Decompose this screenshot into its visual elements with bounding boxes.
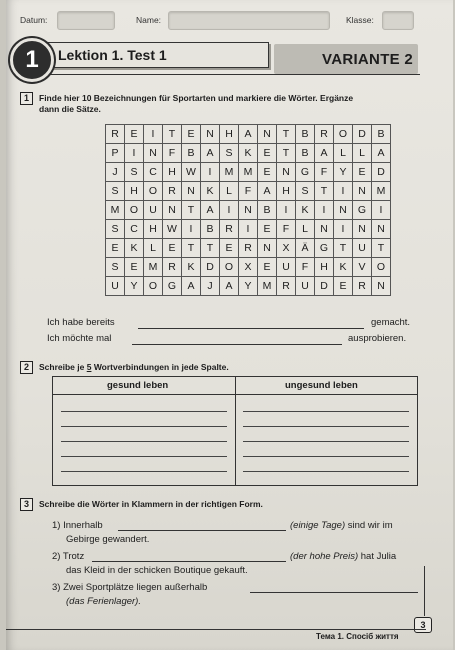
grid-cell[interactable]: P <box>106 144 125 163</box>
grid-cell[interactable]: K <box>334 258 353 277</box>
grid-cell[interactable]: N <box>258 239 277 258</box>
grid-cell[interactable]: N <box>372 277 391 296</box>
grid-cell[interactable]: B <box>182 144 201 163</box>
grid-row <box>106 125 391 144</box>
grid-cell[interactable]: K <box>239 144 258 163</box>
grid-cell[interactable]: U <box>353 239 372 258</box>
grid-row <box>106 220 391 239</box>
grid-cell[interactable]: I <box>334 220 353 239</box>
grid-cell[interactable]: T <box>163 125 182 144</box>
grid-cell[interactable]: L <box>353 144 372 163</box>
sport-table <box>52 376 418 486</box>
grid-cell[interactable]: Y <box>125 277 144 296</box>
grid-cell[interactable]: T <box>182 239 201 258</box>
answer-line[interactable] <box>61 411 227 412</box>
grid-cell[interactable]: N <box>353 220 372 239</box>
grid-cell[interactable]: Y <box>334 163 353 182</box>
grid-cell[interactable]: N <box>334 201 353 220</box>
grid-cell[interactable]: W <box>182 163 201 182</box>
grid-cell[interactable]: T <box>315 182 334 201</box>
task3-number: 3 <box>20 498 33 511</box>
grid-cell[interactable]: J <box>201 277 220 296</box>
datum-label: Datum: <box>20 15 48 25</box>
name-label: Name: <box>136 15 162 25</box>
grid-cell[interactable]: E <box>163 239 182 258</box>
task2-number: 2 <box>20 361 33 374</box>
grid-cell[interactable]: E <box>106 239 125 258</box>
grid-cell[interactable]: H <box>125 182 144 201</box>
sentence2-start: Ich möchte mal <box>47 333 112 344</box>
grid-cell[interactable]: T <box>201 239 220 258</box>
name-field[interactable] <box>168 11 330 30</box>
grid-cell[interactable]: H <box>163 163 182 182</box>
variante-title: VARIANTE 2 <box>322 51 414 68</box>
sentence1-end: gemacht. <box>371 317 411 328</box>
grid-cell[interactable]: E <box>220 239 239 258</box>
grid-cell[interactable]: B <box>258 201 277 220</box>
grid-cell[interactable]: R <box>315 125 334 144</box>
grid-cell[interactable]: X <box>239 258 258 277</box>
grid-cell[interactable]: I <box>372 201 391 220</box>
klasse-label: Klasse: <box>346 15 374 25</box>
grid-cell[interactable]: D <box>372 163 391 182</box>
grid-cell[interactable]: I <box>201 163 220 182</box>
grid-cell[interactable]: S <box>106 258 125 277</box>
task1-instruction-line1: Finde hier 10 Bezeichnungen für Sportarten und markiere die Wörter. Ergänze <box>39 93 354 103</box>
grid-cell[interactable]: E <box>125 258 144 277</box>
grid-cell[interactable]: I <box>125 144 144 163</box>
grid-cell[interactable]: Ä <box>296 239 315 258</box>
klasse-field[interactable] <box>382 11 414 30</box>
footer-rule <box>6 629 426 630</box>
grid-cell[interactable]: A <box>258 182 277 201</box>
grid-cell[interactable]: I <box>220 201 239 220</box>
answer-line[interactable] <box>61 456 227 457</box>
grid-cell[interactable]: O <box>220 258 239 277</box>
grid-cell[interactable]: G <box>315 239 334 258</box>
grid-cell[interactable]: M <box>106 201 125 220</box>
item2-blank[interactable] <box>92 561 286 562</box>
grid-cell[interactable]: E <box>182 125 201 144</box>
grid-cell[interactable]: K <box>296 201 315 220</box>
grid-cell[interactable]: I <box>239 220 258 239</box>
grid-cell[interactable]: E <box>353 163 372 182</box>
sentence2-blank[interactable] <box>132 344 342 345</box>
grid-cell[interactable]: M <box>372 182 391 201</box>
grid-cell[interactable]: N <box>353 182 372 201</box>
task3-instruction: Schreibe die Wörter in Klammern in der richtigen Form. <box>39 499 263 509</box>
item3-blank[interactable] <box>250 592 418 593</box>
grid-cell[interactable]: T <box>182 201 201 220</box>
grid-cell[interactable]: I <box>277 201 296 220</box>
grid-cell[interactable]: O <box>334 125 353 144</box>
grid-cell[interactable]: B <box>296 144 315 163</box>
grid-cell[interactable]: G <box>163 277 182 296</box>
grid-cell[interactable]: G <box>353 201 372 220</box>
item1-line2: Gebirge gewandert. <box>66 534 150 545</box>
grid-cell[interactable]: U <box>277 258 296 277</box>
grid-cell[interactable]: S <box>296 182 315 201</box>
sentence2-end: ausprobieren. <box>348 333 407 344</box>
grid-cell[interactable]: D <box>353 125 372 144</box>
grid-cell[interactable]: O <box>372 258 391 277</box>
grid-cell[interactable]: F <box>239 182 258 201</box>
lektion-title: Lektion 1. Test 1 <box>58 47 167 63</box>
col-ungesund-header: ungesund leben <box>285 380 358 391</box>
answer-line[interactable] <box>61 426 227 427</box>
grid-cell[interactable]: N <box>163 201 182 220</box>
sentence1-start: Ich habe bereits <box>47 317 115 328</box>
grid-cell[interactable]: O <box>125 201 144 220</box>
answer-line[interactable] <box>243 426 409 427</box>
grid-cell[interactable]: L <box>296 220 315 239</box>
grid-cell[interactable]: W <box>163 220 182 239</box>
grid-cell[interactable]: N <box>201 125 220 144</box>
grid-row <box>106 163 391 182</box>
grid-cell[interactable]: R <box>277 277 296 296</box>
datum-field[interactable] <box>57 11 115 30</box>
item3-start: 3) Zwei Sportplätze liegen außerhalb <box>52 582 208 593</box>
grid-cell[interactable]: H <box>144 220 163 239</box>
grid-cell[interactable]: R <box>163 258 182 277</box>
grid-cell[interactable]: S <box>220 144 239 163</box>
grid-cell[interactable]: S <box>106 182 125 201</box>
grid-cell[interactable]: N <box>258 125 277 144</box>
grid-cell[interactable]: T <box>277 125 296 144</box>
task1-instruction-line2: dann die Sätze. <box>39 104 101 114</box>
grid-cell[interactable]: O <box>144 182 163 201</box>
grid-cell[interactable]: X <box>277 239 296 258</box>
grid-row <box>106 201 391 220</box>
grid-cell[interactable]: M <box>239 163 258 182</box>
grid-cell[interactable]: B <box>372 125 391 144</box>
unit-number-badge: 1 <box>10 38 54 82</box>
grid-cell[interactable]: I <box>182 220 201 239</box>
grid-cell[interactable]: T <box>372 239 391 258</box>
grid-cell[interactable]: E <box>258 163 277 182</box>
margin-mark <box>424 566 429 616</box>
grid-row <box>106 239 391 258</box>
grid-cell[interactable]: A <box>201 201 220 220</box>
grid-cell[interactable]: B <box>201 220 220 239</box>
grid-cell[interactable]: U <box>106 277 125 296</box>
grid-cell[interactable]: M <box>144 258 163 277</box>
grid-row <box>106 144 391 163</box>
answer-line[interactable] <box>243 471 409 472</box>
grid-cell[interactable]: N <box>239 201 258 220</box>
title-rule <box>44 74 420 75</box>
item3-line2: (das Ferienlager). <box>66 596 141 607</box>
grid-cell[interactable]: C <box>125 220 144 239</box>
grid-cell[interactable]: D <box>201 258 220 277</box>
page-number: 3 <box>414 617 432 633</box>
grid-cell[interactable]: F <box>315 163 334 182</box>
grid-cell[interactable]: K <box>201 182 220 201</box>
grid-cell[interactable]: L <box>144 239 163 258</box>
grid-cell[interactable]: N <box>277 163 296 182</box>
grid-cell[interactable]: C <box>144 163 163 182</box>
grid-cell[interactable]: K <box>182 258 201 277</box>
item1-blank[interactable] <box>118 530 286 531</box>
grid-cell[interactable]: S <box>106 220 125 239</box>
grid-row <box>106 182 391 201</box>
grid-cell[interactable]: B <box>296 125 315 144</box>
item2-start: 2) Trotz <box>52 551 85 562</box>
grid-cell[interactable]: A <box>372 144 391 163</box>
grid-cell[interactable]: M <box>220 163 239 182</box>
grid-cell[interactable]: N <box>182 182 201 201</box>
grid-cell[interactable]: S <box>125 163 144 182</box>
worksheet-page <box>6 0 453 650</box>
grid-cell[interactable]: G <box>296 163 315 182</box>
grid-cell[interactable]: R <box>220 220 239 239</box>
item1-rest: (einige Tage) sind wir im <box>290 520 393 531</box>
grid-cell[interactable]: F <box>296 258 315 277</box>
grid-cell[interactable]: N <box>315 220 334 239</box>
grid-cell[interactable]: U <box>144 201 163 220</box>
item2-rest: (der hohe Preis) hat Julia <box>290 551 397 562</box>
grid-cell[interactable]: R <box>106 125 125 144</box>
item2-line2: das Kleid in der schicken Boutique gekauft. <box>66 565 248 576</box>
grid-cell[interactable]: D <box>315 277 334 296</box>
grid-cell[interactable]: E <box>334 277 353 296</box>
grid-cell[interactable]: J <box>106 163 125 182</box>
grid-cell[interactable]: N <box>372 220 391 239</box>
grid-row <box>106 277 391 296</box>
grid-row <box>106 258 391 277</box>
grid-cell[interactable]: I <box>315 201 334 220</box>
grid-cell[interactable]: A <box>315 144 334 163</box>
grid-cell[interactable]: R <box>163 182 182 201</box>
grid-cell[interactable]: N <box>144 144 163 163</box>
sentence1-blank[interactable] <box>138 328 364 329</box>
grid-cell[interactable]: I <box>144 125 163 144</box>
grid-cell[interactable]: T <box>277 144 296 163</box>
grid-cell[interactable]: O <box>144 277 163 296</box>
grid-cell[interactable]: R <box>353 277 372 296</box>
answer-line[interactable] <box>61 471 227 472</box>
word-search-grid[interactable] <box>105 124 391 296</box>
answer-line[interactable] <box>61 441 227 442</box>
grid-cell[interactable]: H <box>277 182 296 201</box>
grid-cell[interactable]: A <box>239 125 258 144</box>
grid-cell[interactable]: I <box>334 182 353 201</box>
answer-line[interactable] <box>243 411 409 412</box>
answer-line[interactable] <box>243 456 409 457</box>
grid-cell[interactable]: H <box>220 125 239 144</box>
col-gesund-header: gesund leben <box>107 380 169 391</box>
grid-cell[interactable]: R <box>239 239 258 258</box>
grid-cell[interactable]: E <box>258 144 277 163</box>
grid-cell[interactable]: F <box>277 220 296 239</box>
grid-cell[interactable]: A <box>201 144 220 163</box>
answer-line[interactable] <box>243 441 409 442</box>
grid-cell[interactable]: A <box>182 277 201 296</box>
grid-cell[interactable]: E <box>258 220 277 239</box>
grid-cell[interactable]: L <box>334 144 353 163</box>
footer-text: Тема 1. Спосіб життя <box>316 632 399 641</box>
grid-cell[interactable]: T <box>334 239 353 258</box>
grid-cell[interactable]: U <box>296 277 315 296</box>
grid-cell[interactable]: Y <box>239 277 258 296</box>
task2-instruction: Schreibe je 5 Wortverbindungen in jede Spalte. <box>39 362 229 372</box>
grid-cell[interactable]: M <box>258 277 277 296</box>
grid-cell[interactable]: L <box>220 182 239 201</box>
task1-number: 1 <box>20 92 33 105</box>
grid-cell[interactable]: H <box>315 258 334 277</box>
grid-cell[interactable]: E <box>258 258 277 277</box>
item1-start: 1) Innerhalb <box>52 520 103 531</box>
grid-cell[interactable]: A <box>220 277 239 296</box>
grid-cell[interactable]: V <box>353 258 372 277</box>
grid-cell[interactable]: E <box>125 125 144 144</box>
grid-cell[interactable]: F <box>163 144 182 163</box>
grid-cell[interactable]: K <box>125 239 144 258</box>
